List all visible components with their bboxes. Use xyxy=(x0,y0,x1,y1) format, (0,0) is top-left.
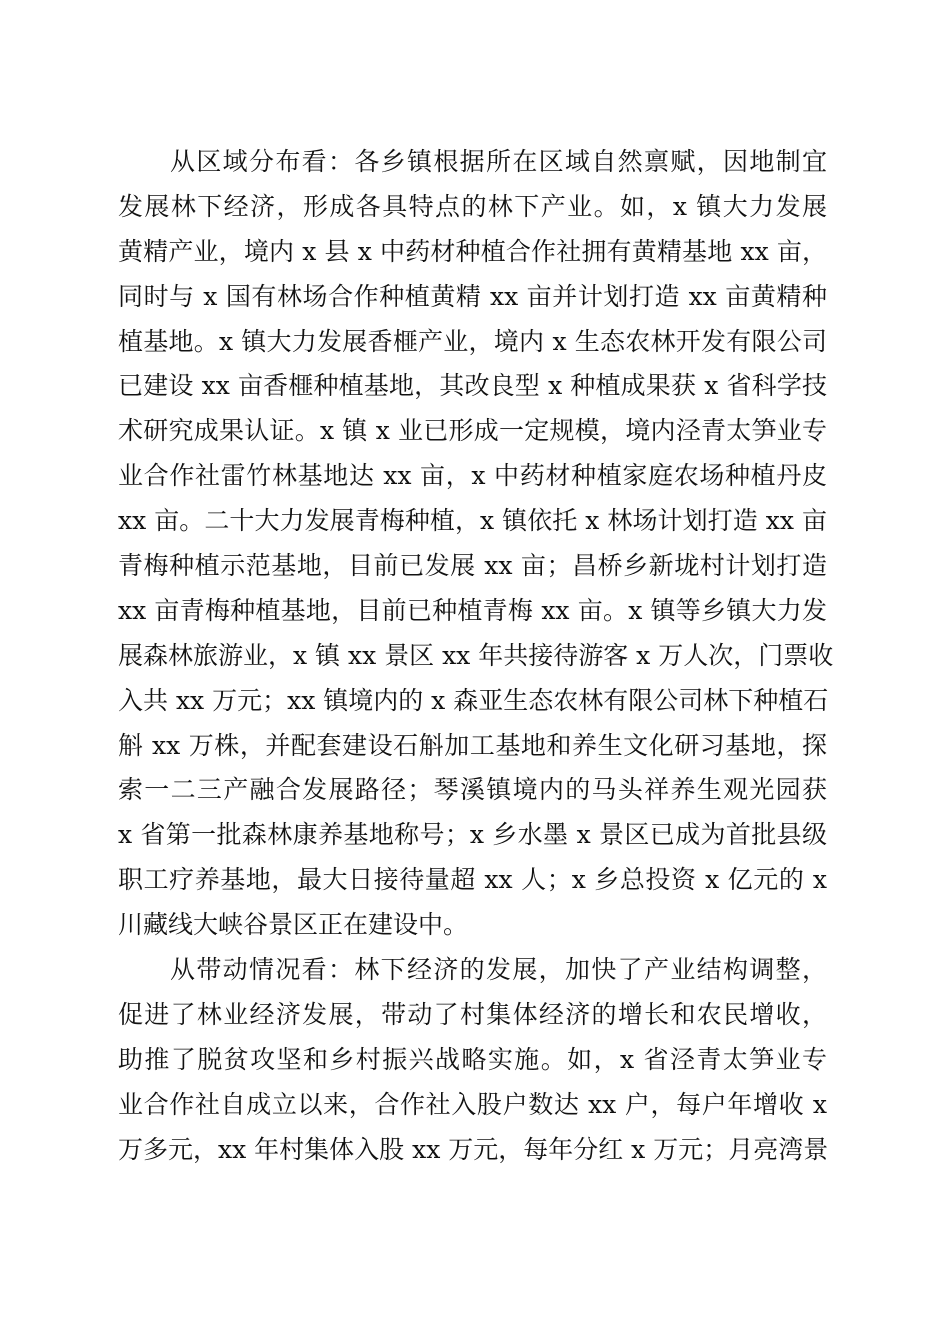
text-line: 发展林下经济，形成各具特点的林下产业。如，x 镇大力发展 xyxy=(118,191,827,221)
text-line: 植基地。x 镇大力发展香榧产业，境内 x 生态农林开发有限公司 xyxy=(118,326,827,356)
text-line: 黄精产业，境内 x 县 x 中药材种植合作社拥有黄精基地 xx 亩， xyxy=(118,236,827,266)
text-line: 青梅种植示范基地，目前已发展 xx 亩；昌桥乡新垅村计划打造 xyxy=(118,551,827,581)
text-line: 业合作社自成立以来，合作社入股户数达 xx 户，每户年增收 x xyxy=(118,1089,827,1119)
text-line: 职工疗养基地，最大日接待量超 xx 人；x 乡总投资 x 亿元的 x xyxy=(118,865,827,895)
text-line: xx 亩青梅种植基地，目前已种植青梅 xx 亩。x 镇等乡镇大力发 xyxy=(118,595,827,625)
text-line: 从带动情况看：林下经济的发展，加快了产业结构调整， xyxy=(170,955,827,985)
text-line: 同时与 x 国有林场合作种植黄精 xx 亩并计划打造 xx 亩黄精种 xyxy=(118,281,827,311)
paragraph-driving-effect xyxy=(118,948,827,1172)
text-line: 入共 xx 万元；xx 镇境内的 x 森亚生态农林有限公司林下种植石 xyxy=(118,685,829,715)
text-line: 助推了脱贫攻坚和乡村振兴战略实施。如，x 省泾青太笋业专 xyxy=(118,1044,827,1074)
paragraph-regional-distribution xyxy=(118,140,834,948)
text-line: xx 亩。二十大力发展青梅种植，x 镇依托 x 林场计划打造 xx 亩 xyxy=(118,506,827,536)
text-line: 业合作社雷竹林基地达 xx 亩，x 中药材种植家庭农场种植丹皮 xyxy=(118,461,827,491)
text-line: x 省第一批森林康养基地称号；x 乡水墨 x 景区已成为首批县级 xyxy=(118,820,827,850)
text-line: 川藏线大峡谷景区正在建设中。 xyxy=(118,910,469,940)
document-body xyxy=(118,140,834,1172)
text-line: 斛 xx 万株，并配套建设石斛加工基地和养生文化研习基地，探 xyxy=(118,730,827,760)
text-line: 索一二三产融合发展路径；琴溪镇境内的马头祥养生观光园获 xyxy=(118,775,827,805)
text-line: 术研究成果认证。x 镇 x 业已形成一定规模，境内泾青太笋业专 xyxy=(118,416,827,446)
text-line: 促进了林业经济发展，带动了村集体经济的增长和农民增收， xyxy=(118,999,827,1029)
text-line: 已建设 xx 亩香榧种植基地，其改良型 x 种植成果获 x 省科学技 xyxy=(118,371,827,401)
text-line: 展森林旅游业，x 镇 xx 景区 xx 年共接待游客 x 万人次，门票收 xyxy=(118,640,834,670)
text-line: 从区域分布看：各乡镇根据所在区域自然禀赋，因地制宜 xyxy=(170,147,827,176)
text-line: 万多元，xx 年村集体入股 xx 万元，每年分红 x 万元；月亮湾景 xyxy=(118,1134,829,1164)
